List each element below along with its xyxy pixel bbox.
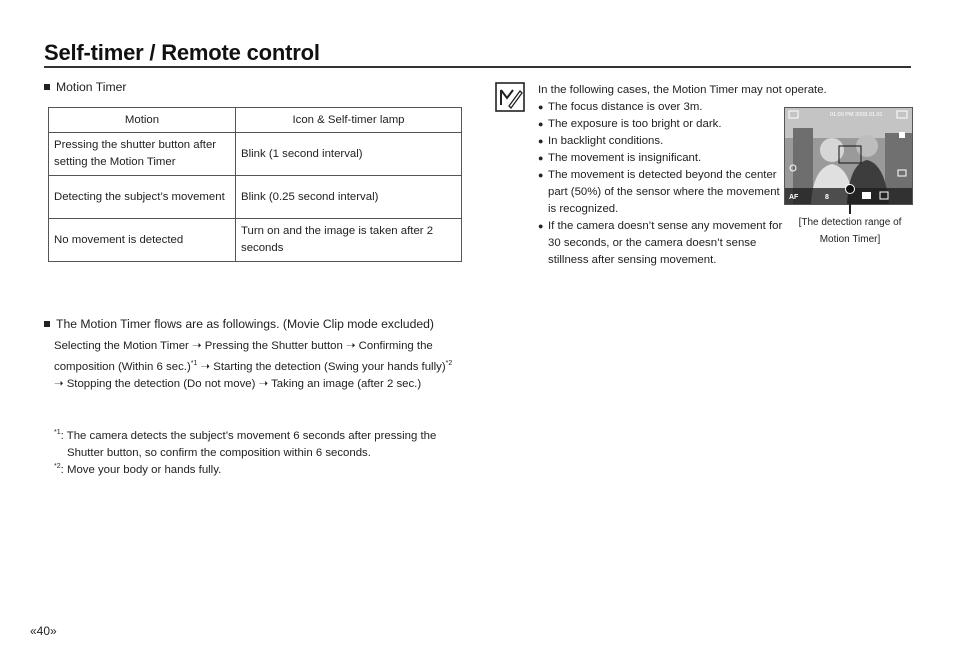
flow-text: Starting the detection (Swing your hands fully) <box>210 361 446 373</box>
list-item: ● The movement is insignificant. <box>538 150 788 167</box>
table-cell: Detecting the subject’s movement <box>49 176 236 219</box>
motion-table <box>48 107 462 262</box>
table-cell: No movement is detected <box>49 219 236 262</box>
footnote-ref: *2 <box>445 360 453 367</box>
caption-leader-dot <box>845 184 855 194</box>
table-header-row <box>49 108 462 133</box>
photo-caption <box>790 214 910 248</box>
osd-datetime: 01:00 PM 2008.01.01 <box>830 112 883 118</box>
page-title: Self-timer / Remote control <box>44 40 320 65</box>
caption-line: Motion Timer] <box>819 234 881 245</box>
arrow-icon: ➝ <box>345 340 356 352</box>
table-cell: Blink (1 second interval) <box>236 133 462 176</box>
table-cell: Turn on and the image is taken after 2 seconds <box>236 219 462 262</box>
table-cell: Blink (0.25 second interval) <box>236 176 462 219</box>
flow-text: Selecting the Motion Timer <box>54 340 193 352</box>
arrow-icon: ➝ <box>54 378 64 390</box>
motion-timer-heading-text: Motion Timer <box>56 80 127 94</box>
footnote-text: : The camera detects the subject’s movement 6 seconds after pressing the <box>60 430 437 442</box>
flow-paragraph <box>54 338 454 393</box>
page-number: «40» <box>30 624 57 638</box>
table-header-icon-lamp: Icon & Self-timer lamp <box>236 108 462 133</box>
list-item: ● The focus distance is over 3m. <box>538 99 788 116</box>
note-icon <box>495 82 525 112</box>
motion-timer-heading <box>44 80 126 94</box>
table-cell: Pressing the shutter button after setting the Motion Timer <box>49 133 236 176</box>
footnote-text-cont: Shutter button, so confirm the composition within 6 seconds. <box>67 447 371 459</box>
footnote-mark: *2 <box>54 463 61 470</box>
footnote-ref: *1 <box>190 360 198 367</box>
list-item: ● If the camera doesn’t sense any movement for 30 seconds, or the camera doesn’t sense stillness after sensing movement. <box>538 218 788 269</box>
flow-text: Confirming the composition (Within 6 sec.) <box>54 340 433 373</box>
note-intro: In the following cases, the Motion Timer may not operate. <box>538 84 827 96</box>
osd-af: AF <box>789 194 799 201</box>
footnote-1 <box>54 424 454 462</box>
list-item: ● The movement is detected beyond the center part (50%) of the sensor where the movement is recognized. <box>538 167 788 218</box>
footnote-text: : Move your body or hands fully. <box>60 464 222 476</box>
arrow-icon: ➝ <box>192 340 202 352</box>
table-row <box>49 219 462 262</box>
caption-line: [The detection range of <box>798 217 902 228</box>
arrow-icon: ➝ <box>200 361 211 373</box>
square-bullet-icon <box>44 84 50 90</box>
list-item: ● In backlight conditions. <box>538 133 788 150</box>
footnote-2 <box>54 458 454 479</box>
table-row <box>49 133 462 176</box>
flow-text: Stopping the detection (Do not move) <box>63 378 259 390</box>
square-bullet-icon <box>44 321 50 327</box>
title-rule <box>44 66 911 68</box>
table-row <box>49 176 462 219</box>
footnote-mark: *1 <box>54 429 61 436</box>
note-list <box>538 99 788 269</box>
list-item: ● The exposure is too bright or dark. <box>538 116 788 133</box>
table-header-motion: Motion <box>49 108 236 133</box>
flow-heading <box>44 317 434 331</box>
osd-self-timer: 8 <box>825 194 829 201</box>
flow-text: Pressing the Shutter button <box>201 340 346 352</box>
flow-heading-text: The Motion Timer flows are as followings. (Movie Clip mode excluded) <box>56 317 434 331</box>
flow-text: Taking an image (after 2 sec.) <box>268 378 422 390</box>
arrow-icon: ➝ <box>258 378 269 390</box>
